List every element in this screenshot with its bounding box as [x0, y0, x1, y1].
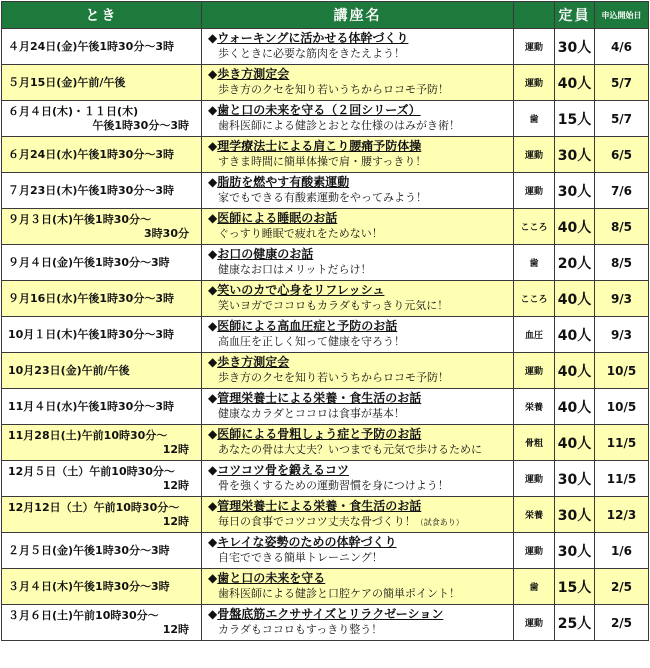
- lecture-cell: [202, 65, 514, 101]
- lecture-description-text: 健康なお口はメリットだらけ！: [218, 263, 372, 276]
- header-row: [2, 2, 649, 29]
- diamond-bullet-icon: ◆: [208, 103, 218, 117]
- category-cell: 運動: [514, 533, 555, 569]
- date-line-2: 12時: [162, 622, 189, 636]
- lecture-description-text: 笑いヨガでココロもカラダもすっきり元気に！: [218, 299, 449, 312]
- category-cell: 運動: [514, 461, 555, 497]
- category-cell: 歯: [514, 101, 555, 137]
- date-cell: [2, 605, 202, 641]
- diamond-bullet-icon: ◆: [208, 463, 218, 477]
- diamond-bullet-icon: ◆: [208, 391, 218, 405]
- capacity-cell: 40人: [555, 389, 595, 425]
- date-line: 11月28日(土)午前10時30分～: [8, 428, 168, 442]
- table-row: [2, 209, 649, 245]
- diamond-bullet-icon: ◆: [208, 175, 218, 189]
- diamond-bullet-icon: ◆: [208, 139, 218, 153]
- schedule-table: [1, 1, 649, 641]
- date-cell: [2, 101, 202, 137]
- header-date: とき: [2, 2, 202, 29]
- diamond-bullet-icon: ◆: [208, 67, 218, 81]
- date-line: ６月４日(木)・１１日(木): [8, 104, 139, 118]
- category-cell: 血圧: [514, 317, 555, 353]
- lecture-description-text: カラダもココロもすっきり整う！: [218, 623, 383, 636]
- lecture-description: [208, 298, 513, 314]
- date-line: ２月５日(金)午後1時30分～3時: [8, 543, 170, 557]
- open-date-cell: 9/3: [595, 281, 649, 317]
- date-cell: [2, 65, 202, 101]
- open-date-cell: 5/7: [595, 65, 649, 101]
- lecture-title-text: お口の健康のお話: [217, 247, 314, 261]
- lecture-description-text: 歯科医師による健診と口腔ケアの簡単ポイント！: [218, 587, 460, 600]
- diamond-bullet-icon: ◆: [208, 31, 218, 45]
- table-row: [2, 317, 649, 353]
- lecture-title-text: 医師による骨粗しょう症と予防のお話: [217, 427, 422, 441]
- lecture-description: [208, 586, 513, 602]
- date-cell: [2, 533, 202, 569]
- open-date-cell: 12/3: [595, 497, 649, 533]
- lecture-title: [208, 67, 513, 82]
- date-cell: [2, 353, 202, 389]
- lecture-cell: [202, 533, 514, 569]
- table-row: [2, 533, 649, 569]
- lecture-cell: [202, 173, 514, 209]
- date-line: ７月23日(木)午後1時30分～3時: [8, 183, 174, 197]
- header-open-date: 申込開始日: [595, 2, 649, 29]
- lecture-title: [208, 31, 513, 46]
- table-row: [2, 101, 649, 137]
- date-line: ６月24日(水)午後1時30分～3時: [8, 147, 174, 161]
- lecture-cell: [202, 101, 514, 137]
- table-row: [2, 245, 649, 281]
- capacity-cell: 25人: [555, 605, 595, 641]
- date-line: 10月１日(木)午後1時30分～3時: [8, 327, 174, 341]
- date-cell: [2, 569, 202, 605]
- date-line: 11月４日(水)午後1時30分～3時: [8, 399, 174, 413]
- lecture-title: [208, 355, 513, 370]
- diamond-bullet-icon: ◆: [208, 535, 218, 549]
- diamond-bullet-icon: ◆: [208, 247, 218, 261]
- lecture-description-text: ぐっすり睡眠で疲れをためない！: [218, 227, 383, 240]
- table-row: [2, 497, 649, 533]
- open-date-cell: 11/5: [595, 461, 649, 497]
- lecture-description: [208, 406, 513, 422]
- capacity-cell: 20人: [555, 245, 595, 281]
- date-line: ５月15日(金)午前/午後: [8, 75, 126, 89]
- date-cell: [2, 137, 202, 173]
- date-cell: [2, 497, 202, 533]
- category-cell: 栄養: [514, 497, 555, 533]
- lecture-title-text: 管理栄養士による栄養・食生活のお話: [217, 499, 422, 513]
- table-row: [2, 389, 649, 425]
- capacity-cell: 15人: [555, 569, 595, 605]
- lecture-title-text: 管理栄養士による栄養・食生活のお話: [217, 391, 422, 405]
- date-line: ９月４日(金)午後1時30分～3時: [8, 255, 170, 269]
- capacity-cell: 30人: [555, 461, 595, 497]
- lecture-title: [208, 211, 513, 226]
- lecture-description-text: 歩き方のクセを知り若いうちからロコモ予防！: [218, 83, 449, 96]
- lecture-description-text: 自宅でできる簡単トレーニング！: [218, 551, 383, 564]
- lecture-title-text: 医師による高血圧症と予防のお話: [217, 319, 398, 333]
- open-date-cell: 9/3: [595, 317, 649, 353]
- category-cell: 運動: [514, 137, 555, 173]
- header-title: 講座名: [202, 2, 514, 29]
- lecture-description: [208, 154, 513, 170]
- lecture-cell: [202, 137, 514, 173]
- lecture-title-text: 骨盤底筋エクササイズとリラクゼーション: [217, 607, 444, 621]
- capacity-cell: 40人: [555, 209, 595, 245]
- lecture-cell: [202, 317, 514, 353]
- lecture-description-text: 骨を強くするための運動習慣を身につけよう！: [218, 479, 449, 492]
- open-date-cell: 2/5: [595, 569, 649, 605]
- date-line: ４月24日(金)午後1時30分～3時: [8, 39, 174, 53]
- lecture-title: [208, 103, 513, 118]
- date-line-2: 午後1時30分～3時: [92, 118, 189, 132]
- date-cell: [2, 245, 202, 281]
- lecture-title: [208, 283, 513, 298]
- open-date-cell: 10/5: [595, 389, 649, 425]
- lecture-title: [208, 607, 513, 622]
- open-date-cell: 6/5: [595, 137, 649, 173]
- lecture-cell: [202, 29, 514, 65]
- table-row: [2, 353, 649, 389]
- open-date-cell: 8/5: [595, 245, 649, 281]
- date-cell: [2, 425, 202, 461]
- capacity-cell: 30人: [555, 173, 595, 209]
- lecture-description: [208, 550, 513, 566]
- lecture-description-text: 高血圧を正しく知って健康を守ろう！: [218, 335, 405, 348]
- lecture-title: [208, 535, 513, 550]
- category-cell: 歯: [514, 569, 555, 605]
- date-cell: [2, 281, 202, 317]
- lecture-description: [208, 190, 513, 206]
- date-line-2: 3時30分: [144, 226, 189, 240]
- open-date-cell: 11/5: [595, 425, 649, 461]
- lecture-description: [208, 370, 513, 386]
- capacity-cell: 40人: [555, 425, 595, 461]
- lecture-description: [208, 46, 513, 62]
- table-row: [2, 173, 649, 209]
- date-line-2: 12時: [162, 442, 189, 456]
- lecture-description: [208, 478, 513, 494]
- table-row: [2, 137, 649, 173]
- lecture-note: （試食あり）: [415, 518, 464, 527]
- category-cell: 運動: [514, 353, 555, 389]
- diamond-bullet-icon: ◆: [208, 499, 218, 513]
- lecture-description-text: 毎日の食事でコツコツ丈夫な骨づくり！: [218, 515, 416, 528]
- lecture-description-text: 健康なカラダとココロは食事が基本！: [218, 407, 405, 420]
- date-line: ３月６日(土)午前10時30分～: [8, 608, 159, 622]
- lecture-cell: [202, 389, 514, 425]
- table-row: [2, 281, 649, 317]
- date-cell: [2, 389, 202, 425]
- lecture-title-text: 歯と口の未来を守る（２回シリーズ）: [217, 103, 421, 117]
- lecture-title: [208, 175, 513, 190]
- category-cell: 運動: [514, 605, 555, 641]
- lecture-cell: [202, 425, 514, 461]
- date-line: 12月５日（土）午前10時30分～: [8, 464, 175, 478]
- diamond-bullet-icon: ◆: [208, 571, 218, 585]
- capacity-cell: 30人: [555, 137, 595, 173]
- open-date-cell: 5/7: [595, 101, 649, 137]
- diamond-bullet-icon: ◆: [208, 211, 218, 225]
- date-cell: [2, 461, 202, 497]
- lecture-description: [208, 334, 513, 350]
- lecture-description-text: 歩き方のクセを知り若いうちからロコモ予防！: [218, 371, 449, 384]
- lecture-cell: [202, 461, 514, 497]
- open-date-cell: 4/6: [595, 29, 649, 65]
- lecture-cell: [202, 281, 514, 317]
- diamond-bullet-icon: ◆: [208, 283, 218, 297]
- table-row: [2, 461, 649, 497]
- category-cell: 歯: [514, 245, 555, 281]
- lecture-title: [208, 499, 513, 514]
- lecture-title-text: 医師による睡眠のお話: [217, 211, 338, 225]
- lecture-title-text: キレイな姿勢のための体幹づくり: [217, 535, 397, 549]
- table-row: [2, 425, 649, 461]
- category-cell: 運動: [514, 173, 555, 209]
- capacity-cell: 40人: [555, 353, 595, 389]
- lecture-cell: [202, 569, 514, 605]
- lecture-title: [208, 139, 513, 154]
- diamond-bullet-icon: ◆: [208, 355, 218, 369]
- lecture-description: [208, 118, 513, 134]
- header-capacity: 定員: [555, 2, 595, 29]
- lecture-description-text: すきま時間に簡単体操で肩・腰すっきり！: [218, 155, 427, 168]
- open-date-cell: 8/5: [595, 209, 649, 245]
- open-date-cell: 1/6: [595, 533, 649, 569]
- open-date-cell: 7/6: [595, 173, 649, 209]
- capacity-cell: 40人: [555, 281, 595, 317]
- table-row: [2, 29, 649, 65]
- diamond-bullet-icon: ◆: [208, 427, 218, 441]
- lecture-cell: [202, 353, 514, 389]
- lecture-title: [208, 391, 513, 406]
- category-cell: 栄養: [514, 389, 555, 425]
- lecture-description: [208, 514, 513, 530]
- lecture-description-text: 歩くときに必要な筋肉をきたえよう！: [218, 47, 405, 60]
- lecture-title-text: 脂肪を燃やす有酸素運動: [217, 175, 350, 189]
- lecture-description-text: 家でもできる有酸素運動をやってみよう！: [218, 191, 427, 204]
- diamond-bullet-icon: ◆: [208, 319, 218, 333]
- category-cell: 骨粗: [514, 425, 555, 461]
- lecture-title-text: 笑いのカで心身をリフレッシュ: [217, 283, 385, 297]
- date-cell: [2, 29, 202, 65]
- date-line: ９月16日(水)午後1時30分～3時: [8, 291, 174, 305]
- lecture-title: [208, 247, 513, 262]
- lecture-description: [208, 622, 513, 638]
- category-cell: こころ: [514, 281, 555, 317]
- lecture-title-text: 歩き方測定会: [217, 355, 290, 369]
- lecture-cell: [202, 497, 514, 533]
- date-cell: [2, 317, 202, 353]
- lecture-title: [208, 427, 513, 442]
- lecture-title-text: 理学療法士による肩こり腰痛予防体操: [217, 139, 422, 153]
- lecture-description: [208, 82, 513, 98]
- date-line: 12月12日（土）午前10時30分～: [8, 500, 180, 514]
- lecture-cell: [202, 245, 514, 281]
- date-line-2: 12時: [162, 478, 189, 492]
- lecture-title-text: 歩き方測定会: [217, 67, 290, 81]
- date-line-2: 12時: [162, 514, 189, 528]
- capacity-cell: 30人: [555, 533, 595, 569]
- category-cell: 運動: [514, 29, 555, 65]
- capacity-cell: 30人: [555, 497, 595, 533]
- lecture-description: [208, 226, 513, 242]
- capacity-cell: 40人: [555, 65, 595, 101]
- date-line: ３月４日(木)午後1時30分～3時: [8, 579, 170, 593]
- lecture-title: [208, 319, 513, 334]
- lecture-cell: [202, 209, 514, 245]
- lecture-title: [208, 463, 513, 478]
- lecture-title-text: ウォーキングに活かせる体幹づくり: [217, 31, 409, 45]
- date-cell: [2, 209, 202, 245]
- category-cell: こころ: [514, 209, 555, 245]
- table-row: [2, 569, 649, 605]
- date-line: ９月３日(木)午後1時30分～: [8, 212, 152, 226]
- lecture-description: [208, 442, 513, 458]
- date-cell: [2, 173, 202, 209]
- lecture-title-text: コツコツ骨を鍛えるコツ: [217, 463, 349, 477]
- lecture-description-text: 歯科医師による健診とおとな仕様のはみがき術！: [218, 119, 460, 132]
- table-row: [2, 65, 649, 101]
- lecture-title: [208, 571, 513, 586]
- capacity-cell: 30人: [555, 29, 595, 65]
- lecture-description: [208, 262, 513, 278]
- header-category: [514, 2, 555, 29]
- category-cell: 運動: [514, 65, 555, 101]
- lecture-description-text: あなたの骨は大丈夫？いつまでも元気で歩けるために: [218, 443, 482, 456]
- table-row: [2, 605, 649, 641]
- diamond-bullet-icon: ◆: [208, 607, 218, 621]
- open-date-cell: 10/5: [595, 353, 649, 389]
- open-date-cell: 2/5: [595, 605, 649, 641]
- lecture-cell: [202, 605, 514, 641]
- capacity-cell: 15人: [555, 101, 595, 137]
- capacity-cell: 40人: [555, 317, 595, 353]
- date-line: 10月23日(金)午前/午後: [8, 363, 130, 377]
- lecture-title-text: 歯と口の未来を守る: [217, 571, 326, 585]
